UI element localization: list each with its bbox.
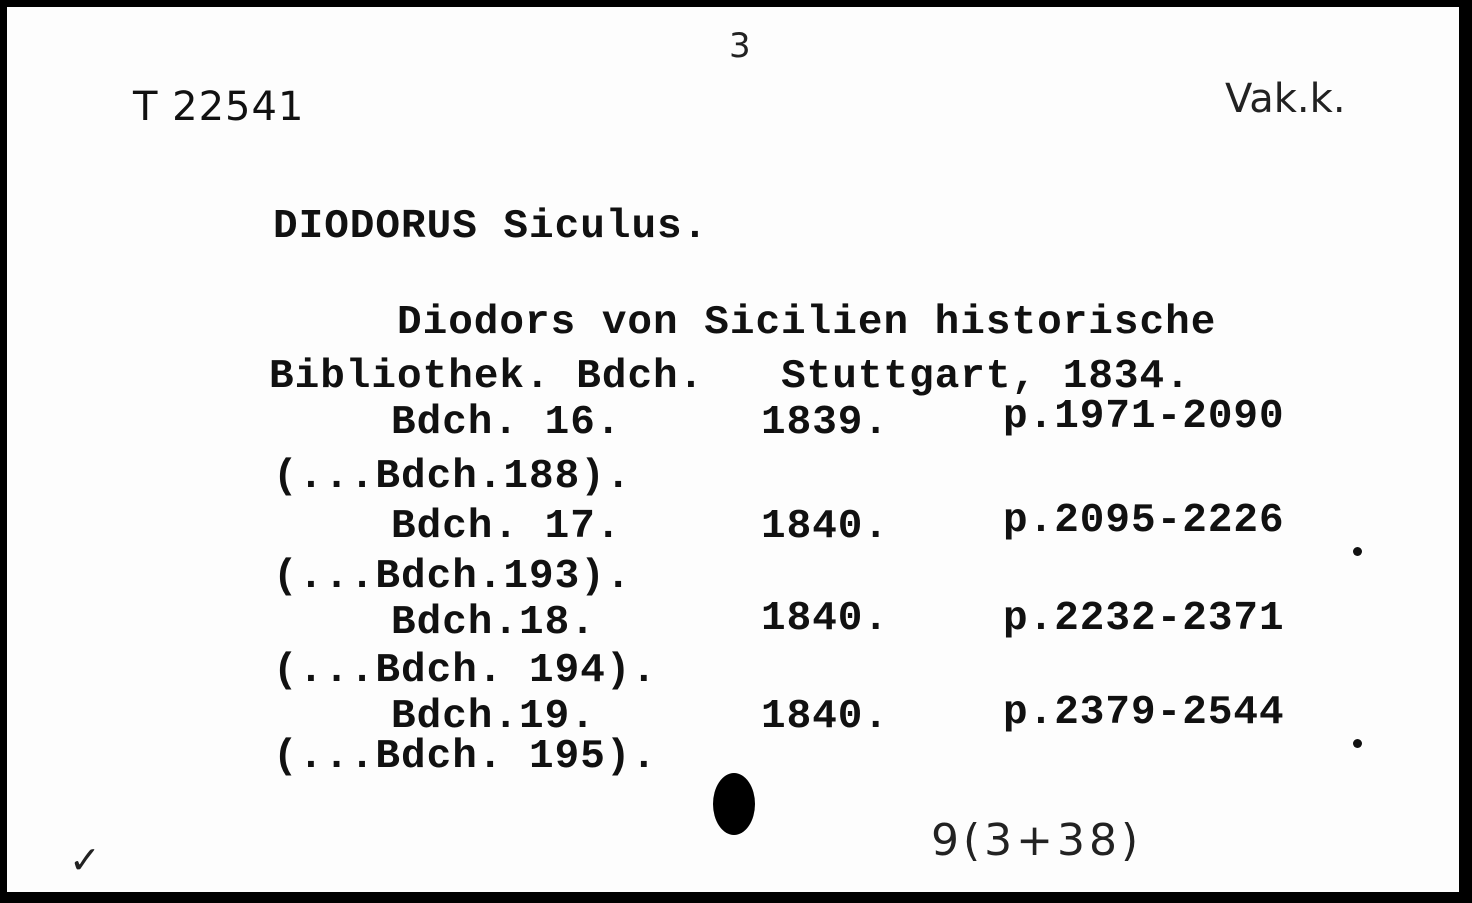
volume-entry-pages: p.1971-2090 xyxy=(1003,394,1285,440)
author-heading: DIODORUS Siculus. xyxy=(273,204,709,250)
volume-series-note: (...Bdch.193). xyxy=(273,554,632,600)
shelf-note: 9(3+38) xyxy=(931,815,1143,866)
checkmark-icon: ✓ xyxy=(69,838,101,882)
ink-dot xyxy=(1353,739,1362,748)
volume-entry-label: Bdch. 16. xyxy=(391,400,622,446)
volume-series-note: (...Bdch. 195). xyxy=(273,734,658,780)
volume-entry-pages: p.2379-2544 xyxy=(1003,690,1285,736)
title-line-2: Bibliothek. Bdch. Stuttgart, 1834. xyxy=(269,354,1191,400)
volume-entry-year: 1840. xyxy=(761,596,890,642)
volume-entry-pages: p.2095-2226 xyxy=(1003,498,1285,544)
volume-entry-year: 1840. xyxy=(761,504,890,550)
punch-hole xyxy=(713,773,755,835)
call-number: T 22541 xyxy=(133,84,305,130)
catalog-card xyxy=(3,3,1463,896)
title-line-1: Diodors von Sicilien historische xyxy=(397,300,1217,346)
volume-entry-pages: p.2232-2371 xyxy=(1003,596,1285,642)
location-mark: Vak.k. xyxy=(1225,76,1346,122)
volume-entry-label: Bdch.19. xyxy=(391,694,596,740)
volume-series-note: (...Bdch. 194). xyxy=(273,648,658,694)
volume-entry-year: 1840. xyxy=(761,694,890,740)
volume-entry-year: 1839. xyxy=(761,400,890,446)
ink-dot xyxy=(1353,547,1362,556)
volume-entry-label: Bdch.18. xyxy=(391,600,596,646)
top-number: 3 xyxy=(729,26,751,66)
volume-series-note: (...Bdch.188). xyxy=(273,454,632,500)
volume-entry-label: Bdch. 17. xyxy=(391,504,622,550)
